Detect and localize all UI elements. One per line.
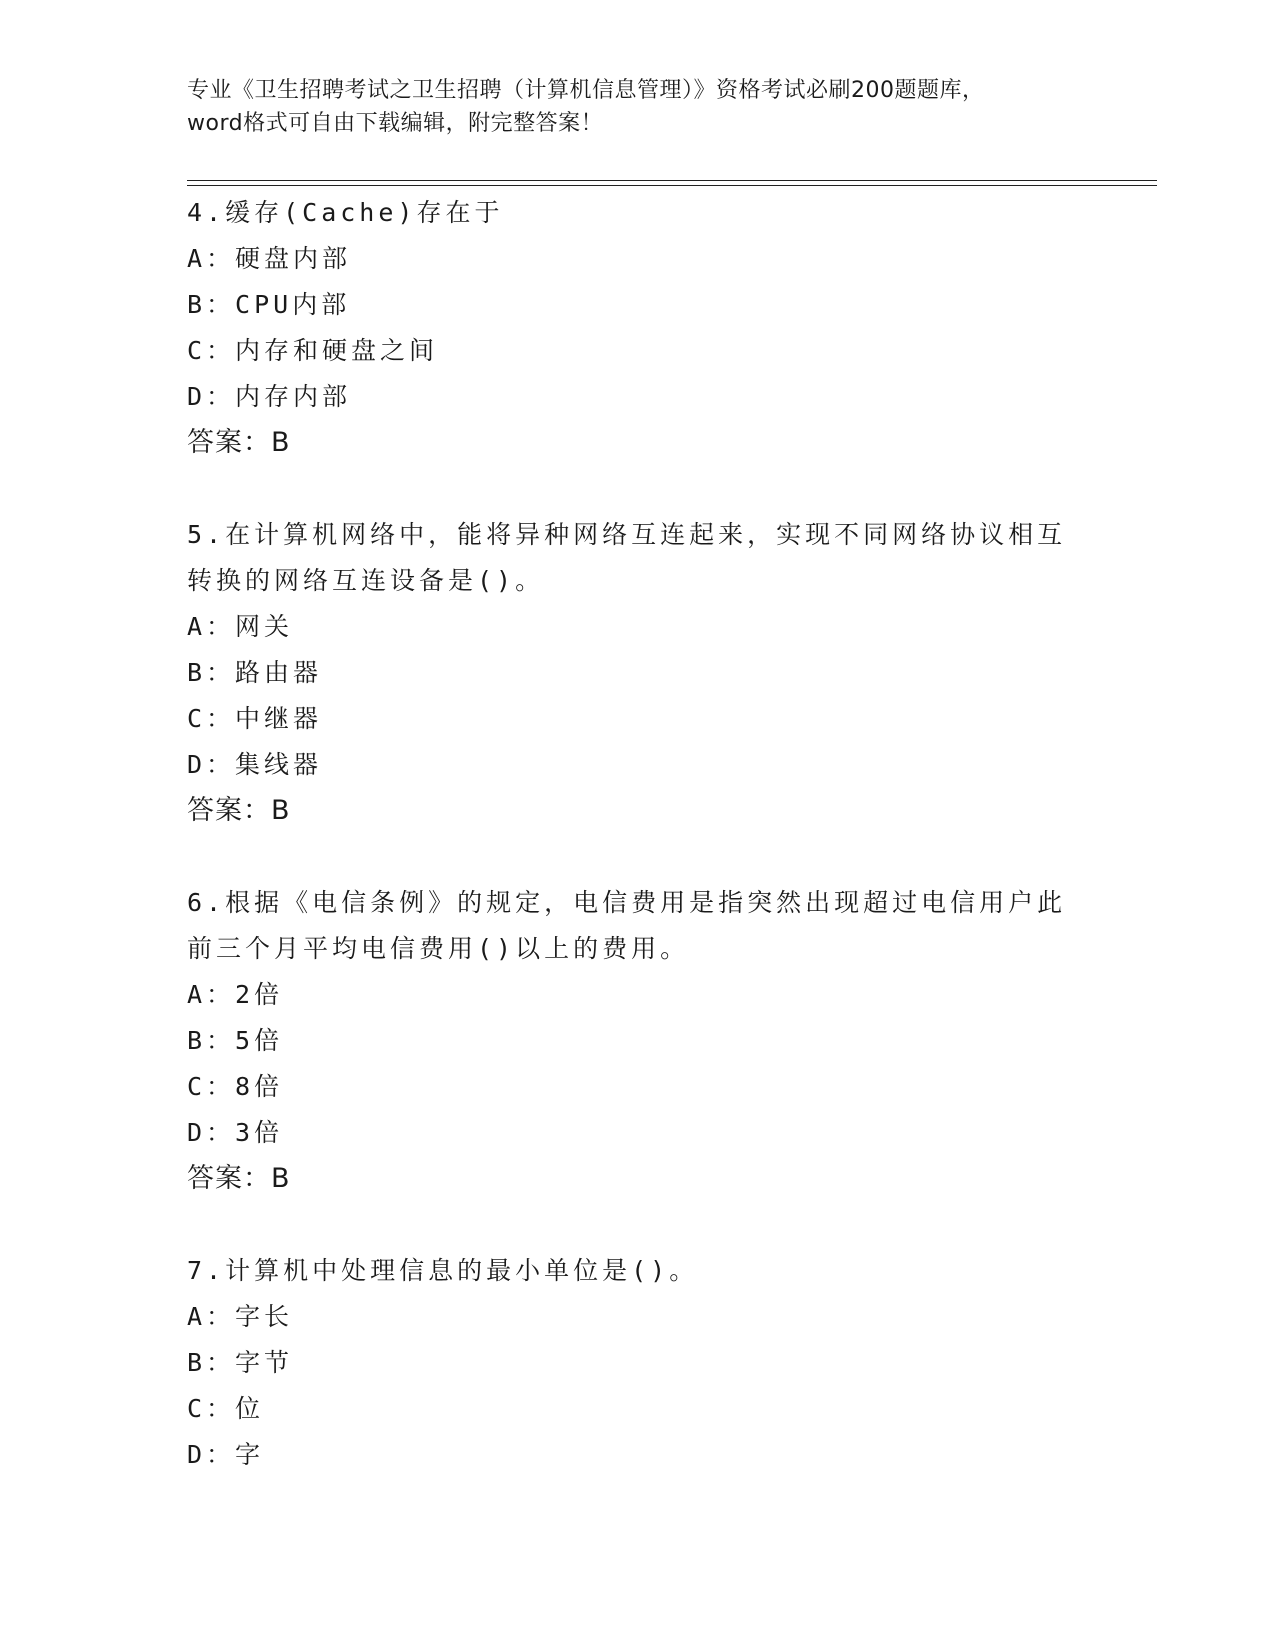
question-stem: 6.根据《电信条例》的规定，电信费用是指突然出现超过电信用户此 — [187, 888, 1067, 917]
document-header — [187, 74, 1087, 140]
question-list — [187, 190, 1087, 1478]
option-b: B：CPU内部 — [187, 290, 351, 319]
option-a: A：2倍 — [187, 980, 284, 1009]
option-d: D：3倍 — [187, 1118, 284, 1147]
option-b: B：路由器 — [187, 658, 323, 687]
header-divider-bottom — [187, 185, 1157, 186]
question-stem-continued: 前三个月平均电信费用()以上的费用。 — [187, 934, 690, 963]
option-a: A：硬盘内部 — [187, 244, 352, 273]
question-stem: 7.计算机中处理信息的最小单位是()。 — [187, 1256, 699, 1285]
option-c: C：位 — [187, 1394, 265, 1423]
question-spacer — [187, 1202, 1087, 1248]
question-stem-continued: 转换的网络互连设备是()。 — [187, 566, 545, 595]
question-block — [187, 190, 1087, 466]
option-d: D：内存内部 — [187, 382, 352, 411]
header-divider-top — [187, 180, 1157, 181]
option-c: C：内存和硬盘之间 — [187, 336, 439, 365]
option-d: D：集线器 — [187, 750, 323, 779]
answer-line: 答案：B — [187, 427, 291, 458]
option-c: C：8倍 — [187, 1072, 284, 1101]
option-a: A：字长 — [187, 1302, 294, 1331]
option-b: B：5倍 — [187, 1026, 284, 1055]
header-line-1: 专业《卫生招聘考试之卫生招聘（计算机信息管理）》资格考试必刷200题题库， — [187, 78, 985, 103]
answer-line: 答案：B — [187, 795, 291, 826]
option-c: C：中继器 — [187, 704, 323, 733]
question-stem: 4.缓存(Cache)存在于 — [187, 198, 504, 227]
question-block — [187, 1248, 1087, 1478]
option-b: B：字节 — [187, 1348, 294, 1377]
question-spacer — [187, 466, 1087, 512]
option-a: A：网关 — [187, 612, 294, 641]
question-block — [187, 512, 1087, 834]
option-d: D：字 — [187, 1440, 265, 1469]
question-stem: 5.在计算机网络中，能将异种网络互连起来，实现不同网络协议相互 — [187, 520, 1067, 549]
question-block — [187, 880, 1087, 1202]
header-line-2: word格式可自由下载编辑，附完整答案！ — [187, 111, 604, 136]
answer-line: 答案：B — [187, 1163, 291, 1194]
question-spacer — [187, 834, 1087, 880]
